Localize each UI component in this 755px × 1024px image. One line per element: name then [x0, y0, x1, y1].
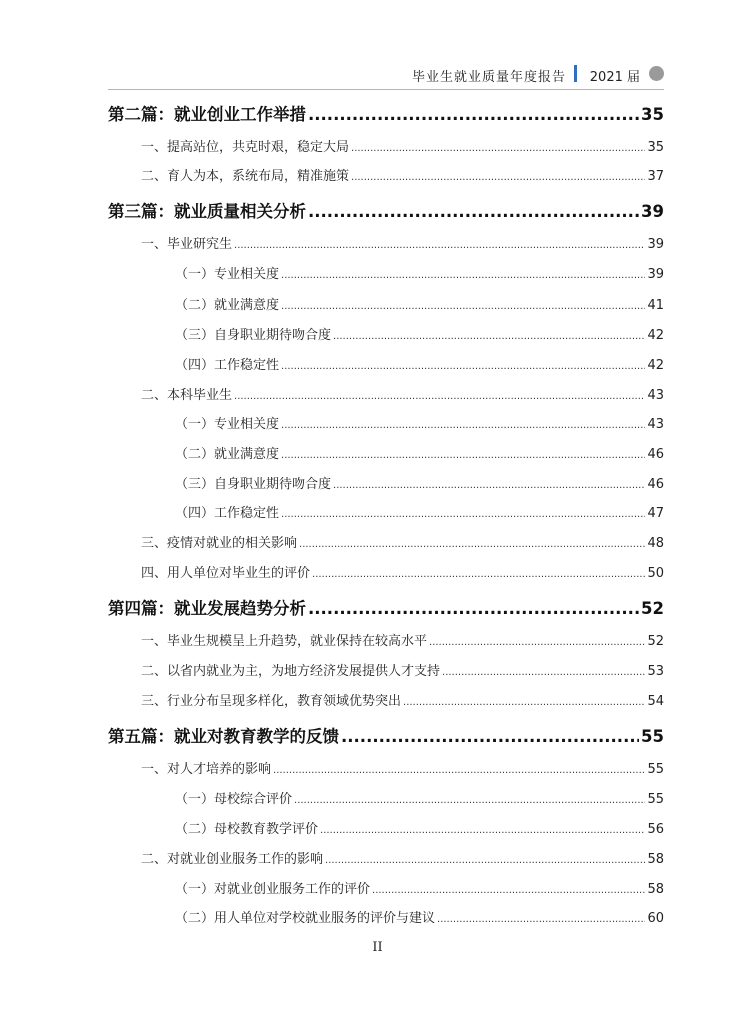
toc-page-number: 42: [647, 328, 664, 343]
toc-page-number: 43: [647, 417, 664, 432]
toc-item[interactable]: [175, 324, 664, 343]
toc-leader-dots: [234, 391, 645, 402]
toc-item[interactable]: [175, 473, 664, 492]
toc-entry-title: 二、本科毕业生: [141, 388, 233, 403]
toc-entry-title: （二）母校教育教学评价: [175, 822, 319, 837]
toc-entry-title: 二、对就业创业服务工作的影响: [141, 852, 324, 867]
toc-page-number: 52: [647, 634, 664, 649]
toc-chapter[interactable]: [108, 723, 664, 747]
toc-entry-title: （三）自身职业期待吻合度: [175, 328, 332, 343]
report-title: 毕业生就业质量年度报告: [411, 70, 566, 85]
toc-item[interactable]: [175, 294, 664, 313]
toc-leader-dots: [403, 697, 645, 708]
toc-entry-title: 四、用人单位对毕业生的评价: [141, 566, 311, 581]
toc-leader-dots: [234, 240, 645, 251]
toc-leader-dots: [333, 331, 645, 342]
toc-leader-dots: [333, 480, 645, 491]
toc-page-number: 35: [641, 105, 664, 124]
toc-page-number: 42: [647, 358, 664, 373]
toc-item[interactable]: [141, 384, 664, 403]
toc-page-number: 53: [647, 664, 664, 679]
report-year: 2021 届: [589, 70, 640, 85]
toc-entry-title: 一、毕业研究生: [141, 237, 233, 252]
toc-entry-title: 一、对人才培养的影响: [141, 762, 272, 777]
toc-page-number: 52: [641, 599, 664, 618]
toc-entry-title: 第二篇：就业创业工作举措: [108, 105, 306, 124]
toc-item[interactable]: [141, 848, 664, 867]
toc-page-number: 60: [647, 911, 664, 926]
header-rule: [108, 89, 664, 90]
toc-page-number: 48: [647, 536, 664, 551]
toc-leader-dots: [372, 885, 645, 896]
toc-leader-dots: [308, 202, 639, 221]
toc-entry-title: （一）专业相关度: [175, 267, 280, 282]
toc-item[interactable]: [175, 354, 664, 373]
toc-item[interactable]: [141, 660, 664, 679]
toc-entry-title: （一）专业相关度: [175, 417, 280, 432]
page-number: II: [372, 940, 383, 955]
toc-leader-dots: [437, 914, 645, 925]
toc-entry-title: 一、毕业生规模呈上升趋势，就业保持在较高水平: [141, 634, 428, 649]
toc-entry-title: （四）工作稳定性: [175, 506, 280, 521]
toc-entry-title: 三、行业分布呈现多样化，教育领域优势突出: [141, 694, 402, 709]
toc-item[interactable]: [175, 788, 664, 807]
toc-entry-title: （二）用人单位对学校就业服务的评价与建议: [175, 911, 436, 926]
toc-leader-dots: [273, 765, 645, 776]
toc-page-number: 55: [647, 762, 664, 777]
toc-page-number: 41: [647, 298, 664, 313]
toc-page-number: 46: [647, 447, 664, 462]
toc-item[interactable]: [175, 413, 664, 432]
toc-page-number: 58: [647, 882, 664, 897]
toc-leader-dots: [281, 509, 645, 520]
toc-item[interactable]: [141, 690, 664, 709]
toc-entry-title: 一、提高站位，共克时艰，稳定大局: [141, 140, 350, 155]
toc-page-number: 37: [647, 169, 664, 184]
toc-leader-dots: [351, 143, 645, 154]
toc-item[interactable]: [175, 818, 664, 837]
toc-page-number: 39: [647, 267, 664, 282]
toc-page-number: 43: [647, 388, 664, 403]
toc-entry-title: 第三篇：就业质量相关分析: [108, 202, 306, 221]
toc-page-number: 35: [647, 140, 664, 155]
toc-page-number: 46: [647, 477, 664, 492]
toc-entry-title: （四）工作稳定性: [175, 358, 280, 373]
toc-entry-title: 第四篇：就业发展趋势分析: [108, 599, 306, 618]
toc-item[interactable]: [175, 502, 664, 521]
toc-leader-dots: [308, 105, 639, 124]
toc-leader-dots: [299, 539, 645, 550]
circle-icon: [649, 66, 664, 81]
toc-page-number: 39: [647, 237, 664, 252]
toc-leader-dots: [442, 667, 645, 678]
toc-page-number: 55: [647, 792, 664, 807]
toc-leader-dots: [341, 727, 639, 746]
toc-entry-title: （三）自身职业期待吻合度: [175, 477, 332, 492]
header-divider: [574, 65, 577, 82]
toc-item[interactable]: [141, 233, 664, 252]
toc-item[interactable]: [175, 263, 664, 282]
toc-leader-dots: [351, 172, 645, 183]
toc-item[interactable]: [141, 532, 664, 551]
toc-page-number: 39: [641, 202, 664, 221]
toc-page-number: 58: [647, 852, 664, 867]
toc-entry-title: 二、以省内就业为主，为地方经济发展提供人才支持: [141, 664, 441, 679]
toc-entry-title: （二）就业满意度: [175, 447, 280, 462]
toc-entry-title: 二、育人为本，系统布局，精准施策: [141, 169, 350, 184]
running-header: [108, 64, 664, 88]
toc-page-number: 54: [647, 694, 664, 709]
toc-leader-dots: [281, 361, 645, 372]
toc-leader-dots: [281, 420, 645, 431]
toc-item[interactable]: [141, 562, 664, 581]
toc-leader-dots: [429, 637, 645, 648]
toc-item[interactable]: [141, 630, 664, 649]
toc-chapter[interactable]: [108, 595, 664, 619]
toc-item[interactable]: [141, 758, 664, 777]
toc-item[interactable]: [141, 136, 664, 155]
toc-item[interactable]: [175, 443, 664, 462]
toc-entry-title: 三、疫情对就业的相关影响: [141, 536, 298, 551]
toc-leader-dots: [281, 270, 645, 281]
toc-entry-title: （一）对就业创业服务工作的评价: [175, 882, 371, 897]
toc-page-number: 47: [647, 506, 664, 521]
toc-chapter[interactable]: [108, 198, 664, 222]
toc-leader-dots: [325, 855, 645, 866]
toc-page-number: 56: [647, 822, 664, 837]
toc-leader-dots: [320, 825, 645, 836]
toc-chapter[interactable]: [108, 101, 664, 125]
toc-item[interactable]: [175, 878, 664, 897]
toc-leader-dots: [294, 795, 645, 806]
toc-item[interactable]: [175, 907, 664, 926]
toc-page-number: 55: [641, 727, 664, 746]
toc-entry-title: （二）就业满意度: [175, 298, 280, 313]
toc-leader-dots: [312, 569, 645, 580]
toc-entry-title: （一）母校综合评价: [175, 792, 293, 807]
toc-item[interactable]: [141, 165, 664, 184]
toc-leader-dots: [281, 450, 645, 461]
toc-entry-title: 第五篇：就业对教育教学的反馈: [108, 727, 339, 746]
toc-leader-dots: [281, 301, 645, 312]
toc-leader-dots: [308, 599, 639, 618]
toc-page-number: 50: [647, 566, 664, 581]
